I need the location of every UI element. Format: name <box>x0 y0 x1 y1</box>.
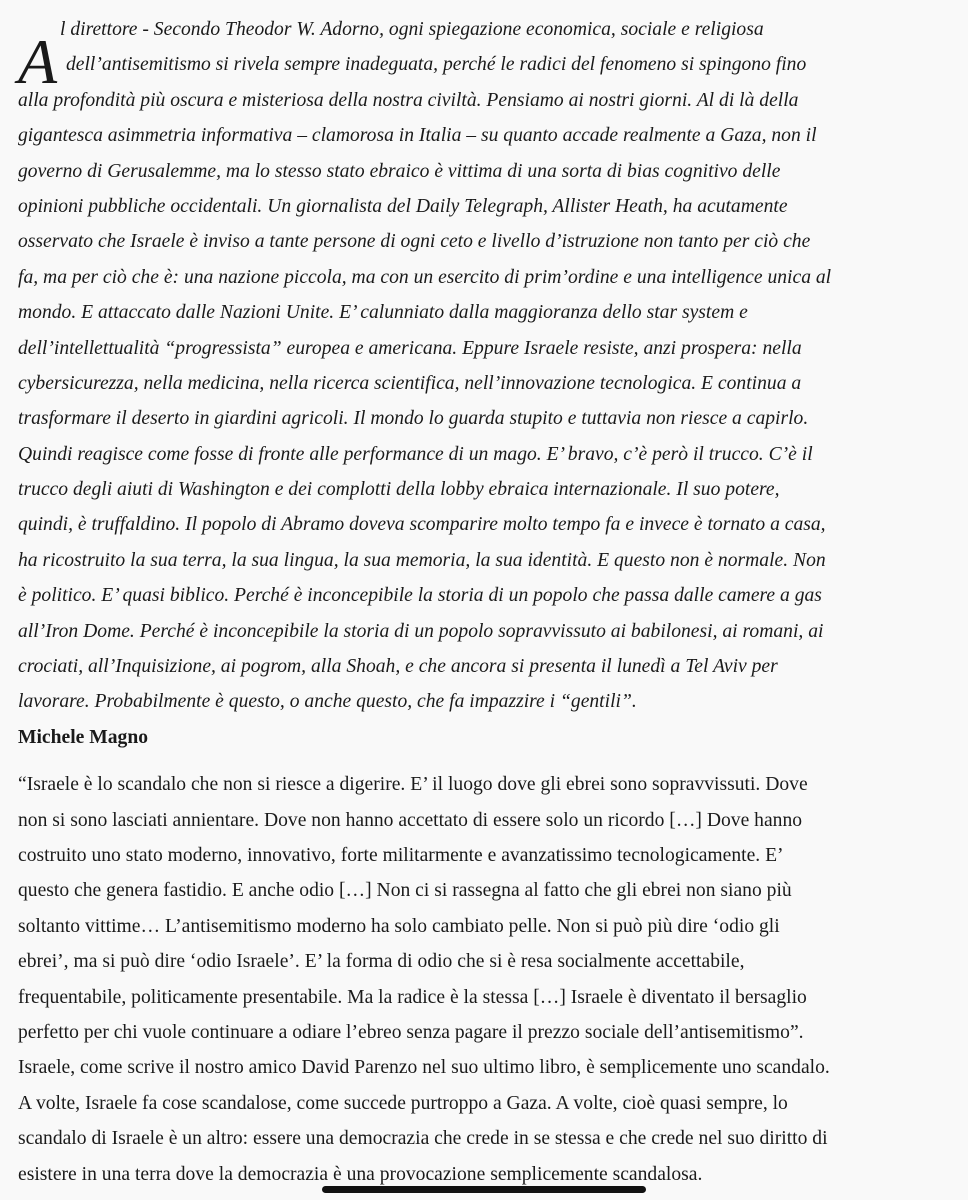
letter-line: A l direttore - Secondo Theodor W. Adorno, ogni spiegazione economica, sociale e religiosa <box>18 19 764 97</box>
home-indicator[interactable] <box>322 1186 646 1193</box>
letter-line: alla profondità più oscura e misteriosa della nostra civiltà. Pensiamo ai nostri giorni. Al di là della <box>18 89 799 111</box>
reply-line: non si sono lasciati annientare. Dove non hanno accettato di essere solo un ricordo […] Dove hanno <box>18 809 803 831</box>
letter-line: lavorare. Probabilmente è questo, o anche questo, che fa impazzire i “gentili”. <box>18 691 637 713</box>
letter-line: quindi, è truffaldino. Il popolo di Abramo doveva scomparire molto tempo fa e invece è tornato a casa, <box>18 514 826 536</box>
article-body <box>18 0 958 1192</box>
section-gap <box>18 755 958 767</box>
letter-line: ha ricostruito la sua terra, la sua lingua, la sua memoria, la sua identità. E questo non è normale. Non <box>18 549 826 571</box>
letter-line: dell’intellettualità “progressista” europea e americana. Eppure Israele resiste, anzi prospera: nella <box>18 337 802 359</box>
reply-line: Israele, come scrive il nostro amico David Parenzo nel suo ultimo libro, è semplicemente uno scandalo. <box>18 1057 830 1079</box>
reply-line: frequentabile, politicamente presentabile. Ma la radice è la stessa […] Israele è diventato il bersaglio <box>18 986 807 1008</box>
letter-line: osservato che Israele è inviso a tante persone di ogni ceto e livello d’istruzione non tanto per ciò che <box>18 231 811 253</box>
reply-line: A volte, Israele fa cose scandalose, come succede purtroppo a Gaza. A volte, cioè quasi sempre, lo <box>18 1092 788 1114</box>
reply-line: ebrei’, ma si può dire ‘odio Israele’. E’ la forma di odio che si è resa socialmente accettabile, <box>18 951 745 973</box>
reply-line: soltanto vittime… L’antisemitismo moderno ha solo cambiato pelle. Non si può più dire ‘odio gli <box>18 915 780 937</box>
drop-cap: A <box>18 26 58 97</box>
reply-line: “Israele è lo scandalo che non si riesce a digerire. E’ il luogo dove gli ebrei sono sopravvissuti. Dove <box>18 774 808 796</box>
reply-line: scandalo di Israele è un altro: essere una democrazia che crede in se stessa e che crede nel suo diritto di <box>18 1128 828 1150</box>
letter-line: fa, ma per ciò che è: una nazione piccola, ma con un esercito di prim’ordine e una intelligence unica al <box>18 266 832 288</box>
letter-line: è politico. E’ quasi biblico. Perché è inconcepibile la storia di un popolo che passa dalle camere a gas <box>18 585 822 607</box>
reply-line: esistere in una terra dove la democrazia è una provocazione semplicemente scandalosa. <box>18 1163 703 1185</box>
letter-line: crociati, all’Inquisizione, ai pogrom, alla Shoah, e che ancora si presenta il lunedì a Tel Aviv per <box>18 656 778 678</box>
letter-line: trucco degli aiuti di Washington e dei complotti della lobby ebraica internazionale. Il suo potere, <box>18 479 780 501</box>
letter-line: cybersicurezza, nella medicina, nella ricerca scientifica, nell’innovazione tecnologica. E continua a <box>18 372 802 394</box>
letter-author: Michele Magno <box>18 726 149 748</box>
letter-line: trasformare il deserto in giardini agricoli. Il mondo lo guarda stupito e tuttavia non riesce a capirlo. <box>18 408 809 430</box>
letter-line: mondo. E attaccato dalle Nazioni Unite. E’ calunniato dalla maggioranza dello star system e <box>18 302 748 324</box>
letter-line: opinioni pubbliche occidentali. Un giornalista del Daily Telegraph, Allister Heath, ha acutamente <box>18 195 788 217</box>
reply-line: questo che genera fastidio. E anche odio […] Non ci si rassegna al fatto che gli ebrei non siano più <box>18 880 792 902</box>
letter-line: governo di Gerusalemme, ma lo stesso stato ebraico è vittima di una sorta di bias cognitivo delle <box>18 160 781 182</box>
reply-line: perfetto per chi vuole continuare a odiare l’ebreo senza pagare il prezzo sociale dell’antisemitismo”. <box>18 1021 804 1043</box>
letter-line: all’Iron Dome. Perché è inconcepibile la storia di un popolo sopravvissuto ai babilonesi, ai romani, ai <box>18 620 824 642</box>
letter-line: Quindi reagisce come fosse di fronte alle performance di un mago. E’ bravo, c’è però il trucco. C’è il <box>18 443 813 465</box>
letter-line: gigantesca asimmetria informativa – clamorosa in Italia – su quanto accade realmente a Gaza, non il <box>18 125 817 147</box>
reply-line: costruito uno stato moderno, innovativo, forte militarmente e avanzatissimo tecnologicamente. E’ <box>18 844 784 866</box>
letter-line: dell’antisemitismo si rivela sempre inadeguata, perché le radici del fenomeno si spingono fino <box>66 54 807 76</box>
